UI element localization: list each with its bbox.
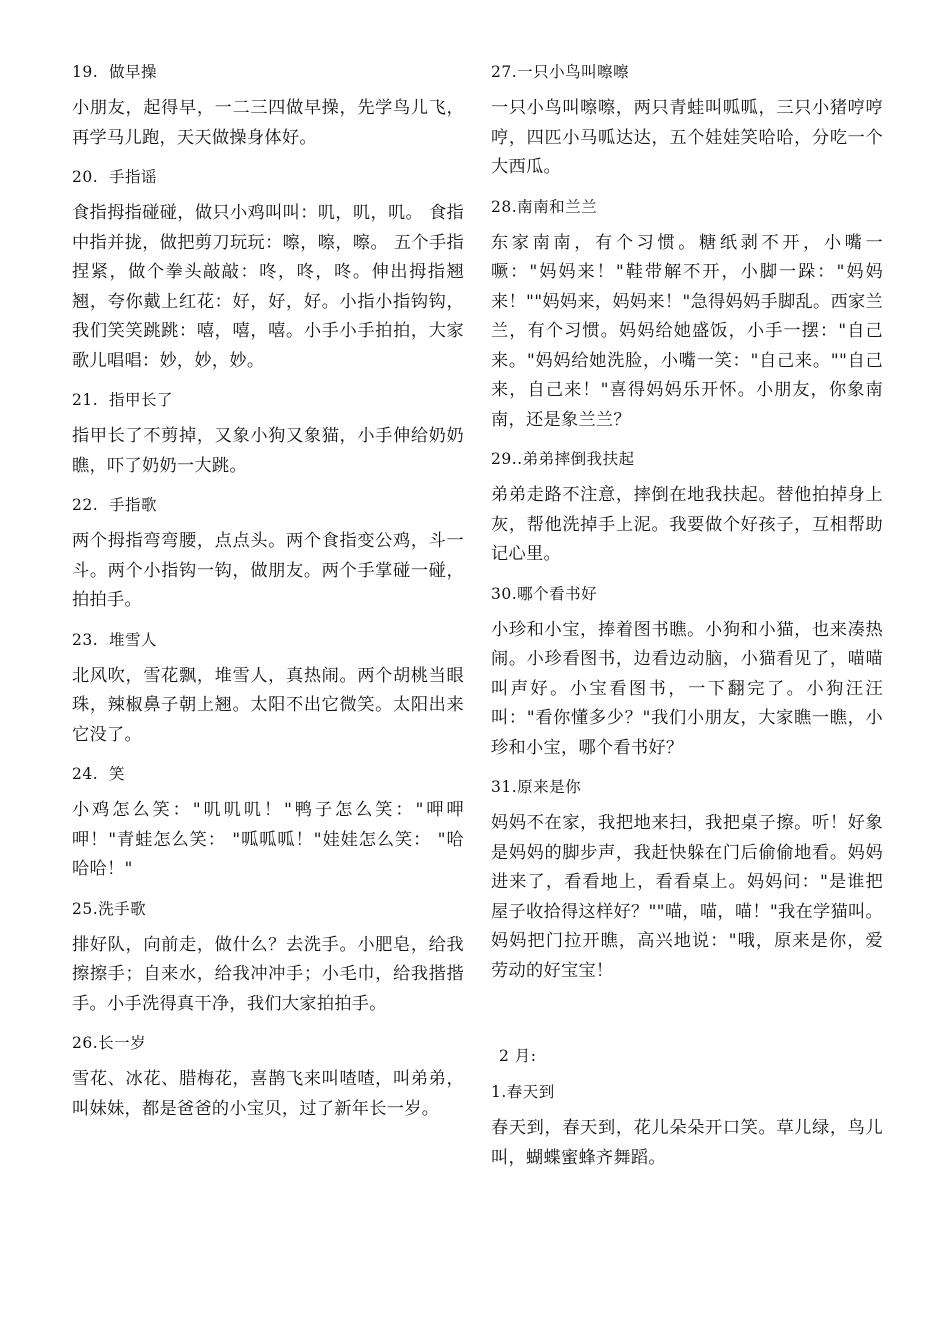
section-body: 食指拇指碰碰，做只小鸡叫叫：叽，叽，叽。 食指中指并拢，做把剪刀玩玩：嚓，嚓，嚓。 五个手指捏紧，做个拳头敲敲：咚，咚，咚。伸出拇指翘翘，夸你戴上红花：好，好，好。小指小指钩钩，我们笑笑跳跳：嘻，嘻，嘻。小手小手拍拍，大家歌儿唱唱：妙，妙，妙。 <box>72 203 464 371</box>
left-column <box>72 54 464 1134</box>
section-title: 26.长一岁 <box>72 1034 147 1052</box>
section-body: 春天到，春天到，花儿朵朵开口笑。草儿绿，鸟儿叫，蝴蝶蜜蜂齐舞蹈。 <box>491 1118 883 1168</box>
section-title: 31.原来是你 <box>491 778 582 796</box>
section-body: 排好队，向前走，做什么？去洗手。小肥皂，给我擦擦手；自来水，给我冲冲手；小毛巾，给我揩揩手。小手洗得真干净，我们大家拍拍手。 <box>72 934 464 1014</box>
right-column <box>491 54 883 1183</box>
section-body: 妈妈不在家，我把地来扫，我把桌子擦。听！好象是妈妈的脚步声，我赶快躲在门后偷偷地看。妈妈进来了，看看地上，看看桌上。妈妈问："是谁把屋子收拾得这样好？""喵，喵，喵！"我在学猫叫。妈妈把门拉开瞧，高兴地说："哦，原来是你，爱劳动的好宝宝！ <box>491 813 883 981</box>
section-body: 雪花、冰花、腊梅花，喜鹊飞来叫喳喳，叫弟弟，叫妹妹，都是爸爸的小宝贝，过了新年长一岁。 <box>72 1069 464 1119</box>
section-title: 21. 指甲长了 <box>72 391 174 409</box>
section-body: 小鸡怎么笑："叽叽叽！"鸭子怎么笑："呷呷呷！"青蛙怎么笑： "呱呱呱！"娃娃怎么笑： "哈哈哈！" <box>72 800 464 879</box>
section-title: 29..弟弟摔倒我扶起 <box>491 450 635 468</box>
section-title: 30.哪个看书好 <box>491 584 598 603</box>
section-body: 小珍和小宝，捧着图书瞧。小狗和小猫，也来凑热闹。小珍看图书，边看边动脑，小猫看见了，喵喵叫声好。小宝看图书，一下翻完了。小狗汪汪叫："看你懂多少？"我们小朋友，大家瞧一瞧，小珍和小宝，哪个看书好？ <box>491 619 883 758</box>
section-title: 24. 笑 <box>72 765 126 783</box>
section-title: 20. 手指谣 <box>72 168 158 186</box>
section-title: 22. 手指歌 <box>72 496 158 514</box>
section-body: 弟弟走路不注意，摔倒在地我扶起。替他拍掉身上灰，帮他洗掉手上泥。我要做个好孩子，互相帮助记心里。 <box>491 485 883 564</box>
section-title: 25.洗手歌 <box>72 899 147 918</box>
section-body: 东家南南，有个习惯。糖纸剥不开，小嘴一噘："妈妈来！"鞋带解不开，小脚一跺："妈妈来！""妈妈来，妈妈来！"急得妈妈手脚乱。西家兰兰，有个习惯。妈妈给她盛饭，小手一摆："自己来。"妈妈给她洗脸，小嘴一笑："自己来。""自己来，自己来！"喜得妈妈乐开怀。小朋友，你象南南，还是象兰兰？ <box>491 232 883 430</box>
section-title: 1.春天到 <box>491 1083 555 1101</box>
month-heading: 2 月: <box>499 1047 537 1065</box>
section-title: 19. 做早操 <box>72 63 158 81</box>
section-title: 23. 堆雪人 <box>72 630 158 649</box>
section-title: 28.南南和兰兰 <box>491 197 598 216</box>
section-title: 27.一只小鸟叫嚓嚓 <box>491 63 630 81</box>
section-body: 指甲长了不剪掉，又象小狗又象猫，小手伸给奶奶瞧，吓了奶奶一大跳。 <box>72 426 464 476</box>
section-body: 小朋友，起得早，一二三四做早操，先学鸟儿飞，再学马儿跑，天天做操身体好。 <box>72 98 464 148</box>
section-body: 北风吹，雪花飘，堆雪人，真热闹。两个胡桃当眼珠，辣椒鼻子朝上翘。太阳不出它微笑。太阳出来它没了。 <box>72 665 464 745</box>
section-body: 一只小鸟叫嚓嚓，两只青蛙叫呱呱，三只小猪哼哼哼，四匹小马呱达达，五个娃娃笑哈哈，分吃一个大西瓜。 <box>491 98 883 177</box>
section-body: 两个拇指弯弯腰，点点头。两个食指变公鸡，斗一斗。两个小指钩一钩，做朋友。两个手掌碰一碰，拍拍手。 <box>72 531 464 610</box>
